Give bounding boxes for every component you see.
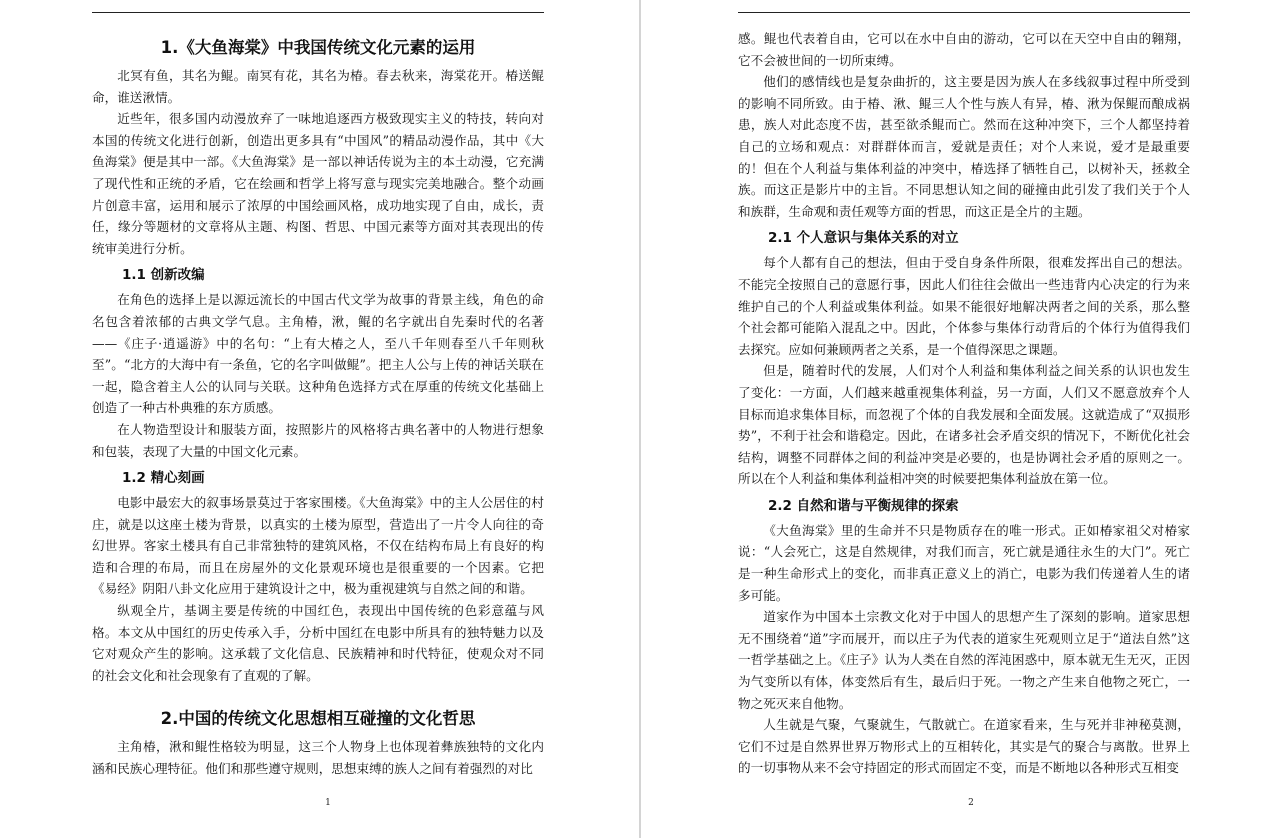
paragraph: 他们的感情线也是复杂曲折的，这主要是因为族人在多线叙事过程中所受到的影响不同所致。由于椿、湫、鲲三人个性与族人有异，椿、湫为保鲲而酿成祸患，族人对此态度不齿，甚至欲杀鲲而亡。然而在这种冲突下，三个人都坚持着自己的立场和观点：对群群体而言，爱就是责任；对个人来说，爱才是最重要的！但在个人利益与集体利益的冲突中，椿选择了牺牲自己，以树补天，拯救全族。而这正是影片中的主旨。不同思想认知之间的碰撞由此引发了我们关于个人和族群，生命观和责任观等方面的哲思，而这正是全片的主题。	[738, 74, 1190, 219]
paragraph: 主角椿，湫和鲲性格较为明显，这三个人物身上也体现着彝族独特的文化内涵和民族心理特征。他们和那些遵守规则，思想束缚的族人之间有着强烈的对比	[92, 739, 544, 777]
subsection-heading: 2.2 自然和谐与平衡规律的探索	[768, 497, 959, 514]
page-number: 1	[325, 798, 331, 808]
document-page-2	[641, 0, 1282, 838]
paragraph: 感。鲲也代表着自由，它可以在水中自由的游动，它可以在天空中自由的翱翔，它不会被世间的一切所束缚。	[738, 31, 1190, 68]
paragraph: 人生就是气聚，气聚就生，气散就亡。在道家看来，生与死并非神秘莫测，它们不过是自然界世界万物形式上的互相转化，其实是气的聚合与离散。世界上的一切事物从来不会守持固定的形式而固定不变，而是不断地以各种形式互相变	[738, 717, 1190, 776]
page-body	[738, 28, 1190, 779]
header-rule	[92, 12, 544, 13]
paragraph: 《大鱼海棠》里的生命并不只是物质存在的唯一形式。正如椿家祖父对椿家说：“人会死亡，这是自然规律，对我们而言，死亡就是通往永生的大门”。死亡是一种生命形式上的变化，而非真正意义上的消亡，电影为我们传递着人生的诸多可能。	[738, 522, 1190, 603]
paragraph: 每个人都有自己的想法，但由于受自身条件所限，很难发挥出自己的想法。不能完全按照自己的意愿行事，因此人们往往会做出一些违背内心决定的行为来维护自己的个人利益或集体利益。如果不能很好地解决两者之间的关系，那么整个社会都可能陷入混乱之中。因此，个体参与集体行动背后的个体行为值得我们去探究。应如何兼顾两者之关系，是一个值得深思之课题。	[738, 255, 1190, 357]
paragraph: 近些年，很多国内动漫放弃了一味地追逐西方极致现实主义的特技，转向对本国的传统文化进行创新，创造出更多具有“中国风”的精品动漫作品，其中《大鱼海棠》便是其中一部。《大鱼海棠》是一部以神话传说为主的本土动漫，它充满了现代性和正统的矛盾，它在绘画和哲学上将写意与现实完美地融合。整个动画片创意丰富，运用和展示了浓厚的中国绘画风格，成功地实现了自由，成长，责任，缘分等题材的文章将从主题、构图、哲思、中国元素等方面对其表现出的传统审美进行分析。	[92, 111, 544, 256]
paragraph: 纵观全片，基调主要是传统的中国红色，表现出中国传统的色彩意蕴与风格。本文从中国红的历史传承入手，分析中国红在电影中所具有的独特魅力以及它对观众产生的影响。这承载了文化信息、民族精神和时代特征，使观众对不同的社会文化和社会现象有了直观的了解。	[92, 603, 544, 683]
paragraph: 在人物造型设计和服装方面，按照影片的风格将古典名著中的人物进行想象和包装，表现了大量的中国文化元素。	[92, 421, 544, 459]
paragraph: 道家作为中国本土宗教文化对于中国人的思想产生了深刻的影响。道家思想无不围绕着“道”字而展开，而以庄子为代表的道家生死观则立足于“道法自然”这一哲学基础之上。《庄子》认为人类在自然的浑沌困惑中，原本就无生无灭，正因为气变所以有体，体变然后有生，最后归于死。一物之产生来自他物之死亡，一物之死灭来自他物。	[738, 609, 1190, 711]
paragraph: 在角色的选择上是以源远流长的中国古代文学为故事的背景主线，角色的命名包含着浓郁的古典文学气息。主角椿，湫，鲲的名字就出自先秦时代的名著——《庄子·逍遥游》中的名句：“上有大椿之人，至八千年则春至八千年则秋至”。“北方的大海中有一条鱼，它的名字叫做鲲”。把主人公与上传的神话关联在一起，隐含着主人公的认同与关联。这种角色选择方式在厚重的传统文化基础上创造了一种古朴典雅的东方质感。	[92, 292, 544, 416]
header-rule	[738, 12, 1190, 13]
paragraph: 电影中最宏大的叙事场景莫过于客家围楼。《大鱼海棠》中的主人公居住的村庄，就是以这座土楼为背景，以真实的土楼为原型，营造出了一片令人向往的奇幻世界。客家土楼具有自己非常独特的建筑风格，不仅在结构布局上有良好的构造和合理的布局，而且在房屋外的文化景观环境也是很重要的一个因素。它把《易经》阴阳八卦文化应用于建筑设计之中，极为重视建筑与自然之间的和谐。	[92, 495, 544, 597]
page-body	[92, 30, 544, 780]
section-heading: 2.中国的传统文化思想相互碰撞的文化哲思	[160, 709, 476, 729]
subsection-heading: 1.2 精心刻画	[122, 470, 205, 487]
subsection-heading: 2.1 个人意识与集体关系的对立	[768, 230, 959, 247]
paragraph: 北冥有鱼，其名为鲲。南冥有花，其名为椿。春去秋来，海棠花开。椿送鲲命，谁送湫情。	[92, 68, 544, 105]
paragraph: 但是，随着时代的发展，人们对个人利益和集体利益之间关系的认识也发生了变化：一方面，人们越来越重视集体利益，另一方面，人们又不愿意放弃个人目标而追求集体目标，而忽视了个体的自我发展和全面发展。这就造成了“双损形势”，不利于社会和谐稳定。因此，在诸多社会矛盾交织的情况下，不断优化社会结构，调整不同群体之间的利益冲突是必要的，也是协调社会矛盾的原则之一。所以在个人利益和集体利益相冲突的时候要把集体利益放在第一位。	[738, 363, 1190, 487]
page-number: 2	[968, 798, 974, 808]
subsection-heading: 1.1 创新改编	[122, 267, 205, 284]
document-page-1	[0, 0, 639, 838]
section-heading: 1.《大鱼海棠》中我国传统文化元素的运用	[160, 38, 476, 57]
